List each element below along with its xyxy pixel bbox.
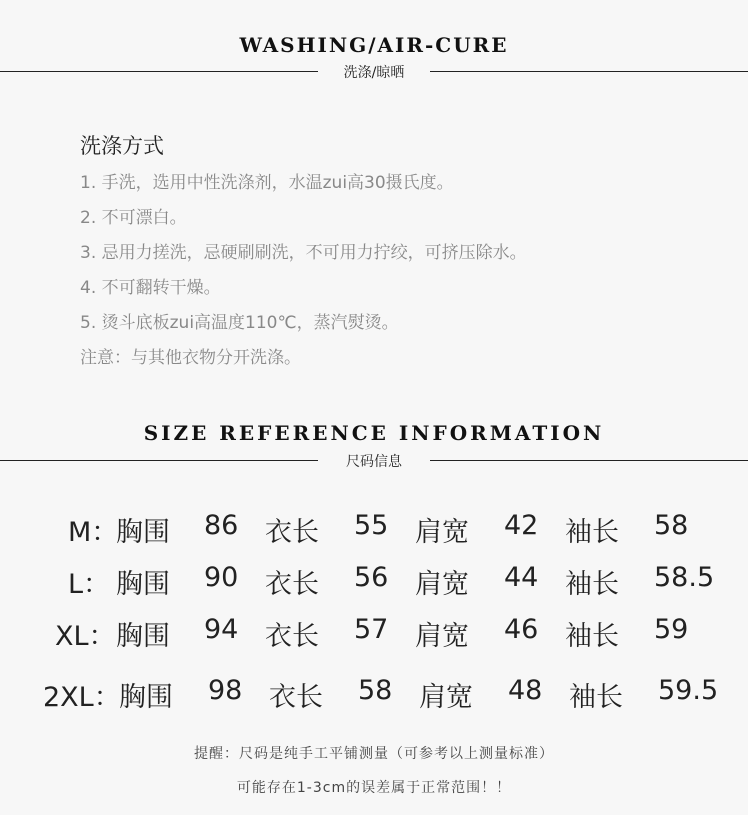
chest-label: 胸围 <box>116 569 170 600</box>
length-label: 衣长 <box>265 621 319 652</box>
size-label: 2XL： <box>43 682 121 713</box>
length-value: 56 <box>354 562 389 593</box>
shoulder-label: 肩宽 <box>419 682 473 713</box>
washing-line: 2. 不可漂白。 <box>80 208 187 228</box>
size-title: SIZE REFERENCE INFORMATION <box>143 421 605 445</box>
chest-value: 90 <box>204 562 239 593</box>
shoulder-value: 44 <box>504 562 539 593</box>
size-label: L： <box>68 569 111 600</box>
washing-line: 5. 烫斗底板zui高温度110℃，蒸汽熨烫。 <box>80 313 399 333</box>
chest-value: 94 <box>204 614 239 645</box>
length-value: 55 <box>354 510 389 541</box>
measurement-note: 提醒：尺码是纯手工平铺测量（可参考以上测量标准） <box>194 746 554 762</box>
length-label: 衣长 <box>269 682 323 713</box>
washing-instructions <box>80 130 527 376</box>
sleeve-value: 59 <box>654 614 689 645</box>
washing-line: 3. 忌用力搓洗，忌硬刷刷洗，不可用力拧绞，可挤压除水。 <box>80 243 527 263</box>
washing-heading: 洗涤方式 <box>80 134 164 158</box>
shoulder-label: 肩宽 <box>415 517 469 548</box>
washing-note: 注意：与其他衣物分开洗涤。 <box>80 348 301 368</box>
length-label: 衣长 <box>265 569 319 600</box>
sleeve-label: 袖长 <box>565 621 619 652</box>
size-subtitle: 尺码信息 <box>346 454 402 470</box>
shoulder-value: 46 <box>504 614 539 645</box>
chest-value: 98 <box>208 675 243 706</box>
washing-line: 1. 手洗，选用中性洗涤剂，水温zui高30摄氏度。 <box>80 173 454 193</box>
shoulder-value: 48 <box>508 675 543 706</box>
chest-value: 86 <box>204 510 239 541</box>
chest-label: 胸围 <box>116 517 170 548</box>
washing-subtitle: 洗涤/晾晒 <box>343 65 405 81</box>
length-value: 57 <box>354 614 389 645</box>
sleeve-label: 袖长 <box>565 569 619 600</box>
shoulder-label: 肩宽 <box>415 621 469 652</box>
sleeve-value: 59.5 <box>658 675 719 706</box>
washing-line: 4. 不可翻转干燥。 <box>80 278 221 298</box>
chest-label: 胸围 <box>116 621 170 652</box>
sleeve-value: 58.5 <box>654 562 715 593</box>
size-label: XL： <box>55 621 116 652</box>
sleeve-value: 58 <box>654 510 689 541</box>
tolerance-note: 可能存在1-3cm的误差属于正常范围！！ <box>236 780 512 796</box>
chest-label: 胸围 <box>119 682 173 713</box>
washing-title: WASHING/AIR-CURE <box>239 33 509 57</box>
sleeve-label: 袖长 <box>569 682 623 713</box>
shoulder-value: 42 <box>504 510 539 541</box>
length-label: 衣长 <box>265 517 319 548</box>
shoulder-label: 肩宽 <box>415 569 469 600</box>
sleeve-label: 袖长 <box>565 517 619 548</box>
length-value: 58 <box>358 675 393 706</box>
size-label: M： <box>68 517 119 548</box>
